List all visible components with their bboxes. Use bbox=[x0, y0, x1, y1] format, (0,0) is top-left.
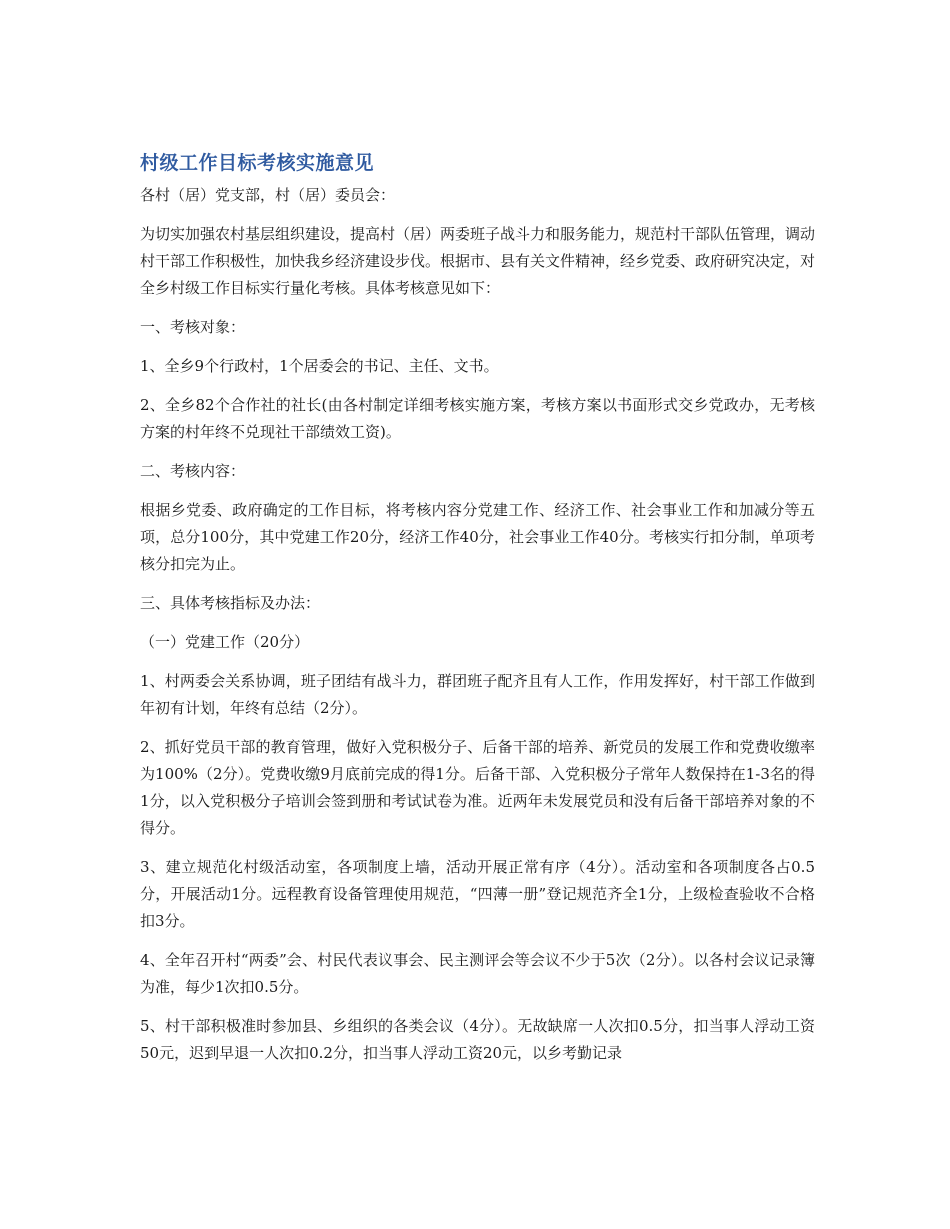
subsection-heading-party-building: （一）党建工作（20分） bbox=[140, 633, 310, 651]
salutation: 各村（居）党支部，村（居）委员会： bbox=[140, 186, 396, 204]
section-heading-assessment-content: 二、考核内容： bbox=[140, 462, 246, 480]
section-heading-indicators: 三、具体考核指标及办法： bbox=[140, 594, 321, 612]
document-page bbox=[140, 148, 815, 1079]
paragraph-content: 根据乡党委、政府确定的工作目标，将考核内容分党建工作、经济工作、社会事业工作和加减分等五项，总分100分，其中党建工作20分，经济工作40分，社会事业工作40分。考核实行扣分制，单项考核分扣完为止。 bbox=[140, 501, 815, 573]
document-title: 村级工作目标考核实施意见 bbox=[140, 152, 375, 174]
paragraph-target-1: 1、全乡9个行政村，1个居委会的书记、主任、文书。 bbox=[140, 357, 499, 375]
paragraph-item-4: 4、全年召开村“两委”会、村民代表议事会、民主测评会等会议不少于5次（2分）。以各村会议记录簿为准，每少1次扣0.5分。 bbox=[140, 951, 815, 996]
paragraph-item-3: 3、建立规范化村级活动室，各项制度上墙，活动开展正常有序（4分）。活动室和各项制度各占0.5分，开展活动1分。远程教育设备管理使用规范，“四薄一册”登记规范齐全1分，上级检查验收不合格扣3分。 bbox=[140, 858, 815, 930]
paragraph-item-1: 1、村两委会关系协调，班子团结有战斗力，群团班子配齐且有人工作，作用发挥好，村干部工作做到年初有计划，年终有总结（2分）。 bbox=[140, 672, 815, 717]
paragraph-item-5: 5、村干部积极准时参加县、乡组织的各类会议（4分）。无故缺席一人次扣0.5分，扣当事人浮动工资50元，迟到早退一人次扣0.2分，扣当事人浮动工资20元，以乡考勤记录 bbox=[140, 1017, 815, 1062]
paragraph-target-2: 2、全乡82个合作社的社长(由各村制定详细考核实施方案，考核方案以书面形式交乡党政办，无考核方案的村年终不兑现社干部绩效工资)。 bbox=[140, 396, 815, 441]
paragraph-item-2: 2、抓好党员干部的教育管理，做好入党积极分子、后备干部的培养、新党员的发展工作和党费收缴率为100%（2分）。党费收缴9月底前完成的得1分。后备干部、入党积极分子常年人数保持在1-3名的得1分，以入党积极分子培训会签到册和考试试卷为准。近两年未发展党员和没有后备干部培养对象的不得分。 bbox=[140, 738, 815, 837]
paragraph-intro: 为切实加强农村基层组织建设，提高村（居）两委班子战斗力和服务能力，规范村干部队伍管理，调动村干部工作积极性，加快我乡经济建设步伐。根据市、县有关文件精神，经乡党委、政府研究决定，对全乡村级工作目标实行量化考核。具体考核意见如下： bbox=[140, 225, 816, 297]
section-heading-assessment-targets: 一、考核对象： bbox=[140, 318, 246, 336]
